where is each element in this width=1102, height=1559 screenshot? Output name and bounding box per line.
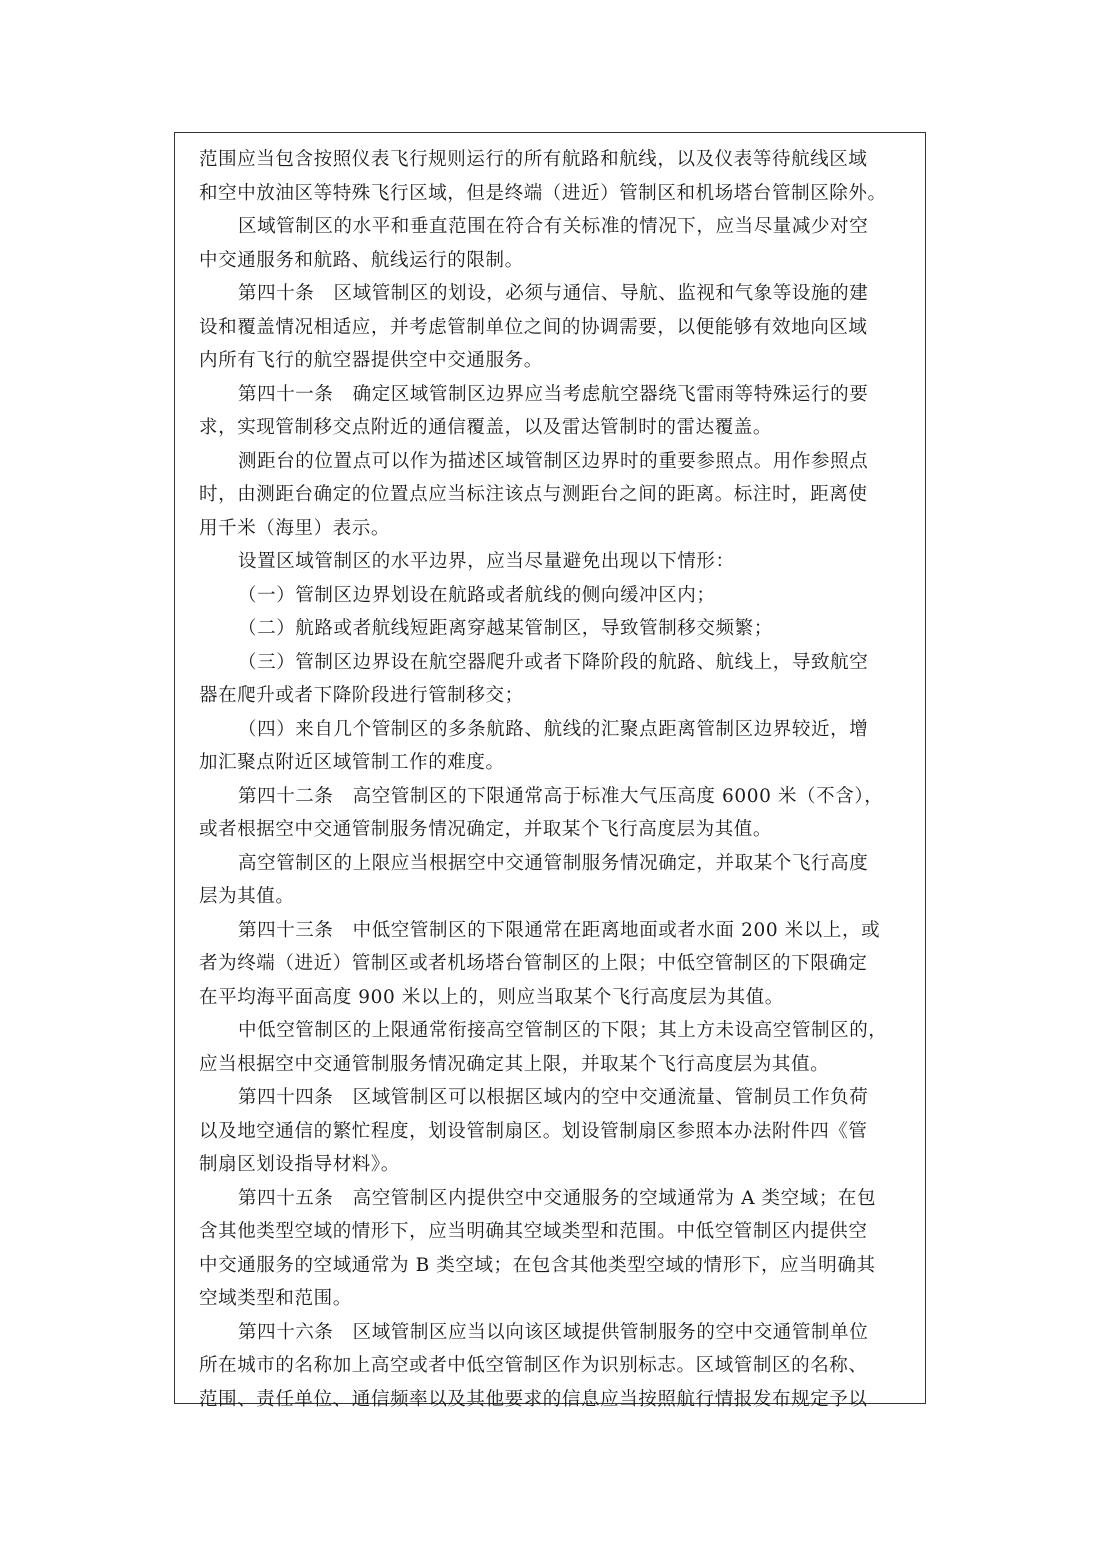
text-line: 者为终端（进近）管制区或者机场塔台管制区的上限；中低空管制区的下限确定 [199,953,868,974]
text-line: 所在城市的名称加上高空或者中低空管制区作为识别标志。区域管制区的名称、 [199,1355,868,1376]
text-line: 求，实现管制移交点附近的通信覆盖，以及雷达管制时的雷达覆盖。 [199,417,773,438]
text-line: 中低空管制区的上限通常衔接高空管制区的下限；其上方未设高空管制区的， [238,1020,888,1041]
text-line: 用千米（海里）表示。 [199,517,391,539]
text-line: 制扇区划设指导材料》。 [199,1154,400,1175]
list-item-4: （四）来自几个管制区的多条航路、航线的汇聚点距离管制区边界较近，增 [238,718,869,740]
list-item-2: （二）航路或者航线短距离穿越某管制区，导致管制移交频繁； [238,618,773,639]
text-line: 内所有飞行的航空器提供空中交通服务。 [199,350,543,371]
text-line: 空域类型和范围。 [199,1288,352,1309]
text-line: 中交通服务的空域通常为 B 类空域；在包含其他类型空域的情形下，应当明确其 [199,1254,876,1276]
article-43-line: 第四十三条 中低空管制区的下限通常在距离地面或者水面 200 米以上，或 [238,919,881,941]
list-item-1: （一）管制区边界划设在航路或者航线的侧向缓冲区内； [238,584,716,606]
article-44-line: 第四十四条 区域管制区可以根据区域内的空中交通流量、管制员工作负荷 [238,1087,869,1108]
text-line: 以及地空通信的繁忙程度，划设管制扇区。划设管制扇区参照本办法附件四《管 [199,1120,868,1142]
text-line: 含其他类型空域的情形下，应当明确其空域类型和范围。中低空管制区内提供空 [199,1221,868,1242]
text-line: 器在爬升或者下降阶段进行管制移交； [199,685,524,706]
article-41-line: 第四十一条 确定区域管制区边界应当考虑航空器绕飞雷雨等特殊运行的要 [238,383,869,405]
text-line: 和空中放油区等特殊飞行区域，但是终端（进近）管制区和机场塔台管制区除外。 [199,182,887,204]
text-line: 范围应当包含按照仪表飞行规则运行的所有航路和航线，以及仪表等待航线区域 [199,149,868,170]
text-line: 范围、责任单位、通信频率以及其他要求的信息应当按照航行情报发布规定予以 [199,1388,868,1410]
text-line: 加汇聚点附近区域管制工作的难度。 [199,752,505,773]
article-40-line: 第四十条 区域管制区的划设，必须与通信、导航、监视和气象等设施的建 [238,283,869,304]
text-line: 或者根据空中交通管制服务情况确定，并取某个飞行高度层为其值。 [199,819,773,840]
text-line: 设和覆盖情况相适应，并考虑管制单位之间的协调需要，以便能够有效地向区域 [199,316,868,338]
article-42-line: 第四十二条 高空管制区的下限通常高于标准大气压高度 6000 米（不含）， [238,785,884,807]
text-line: 设置区域管制区的水平边界，应当尽量避免出现以下情形： [238,551,735,572]
text-line: 区域管制区的水平和垂直范围在符合有关标准的情况下，应当尽量减少对空 [238,216,869,237]
text-line: 高空管制区的上限应当根据空中交通管制服务情况确定，并取某个飞行高度 [238,852,869,874]
article-45-line: 第四十五条 高空管制区内提供空中交通服务的空域通常为 A 类空域；在包 [238,1187,877,1209]
article-46-line: 第四十六条 区域管制区应当以向该区域提供管制服务的空中交通管制单位 [238,1321,869,1343]
text-line: 时，由测距台确定的位置点应当标注该点与测距台之间的距离。标注时，距离使 [199,484,868,505]
text-line: 应当根据空中交通管制服务情况确定其上限，并取某个飞行高度层为其值。 [199,1053,830,1075]
text-line: 层为其值。 [199,886,295,907]
document-body [199,143,887,1416]
list-item-3: （三）管制区边界设在航空器爬升或者下降阶段的航路、航线上，导致航空 [238,651,869,673]
text-line: 测距台的位置点可以作为描述区域管制区边界时的重要参照点。用作参照点 [238,450,869,472]
text-line: 中交通服务和航路、航线运行的限制。 [199,249,524,271]
text-line: 在平均海平面高度 900 米以上的，则应当取某个飞行高度层为其值。 [199,986,784,1008]
